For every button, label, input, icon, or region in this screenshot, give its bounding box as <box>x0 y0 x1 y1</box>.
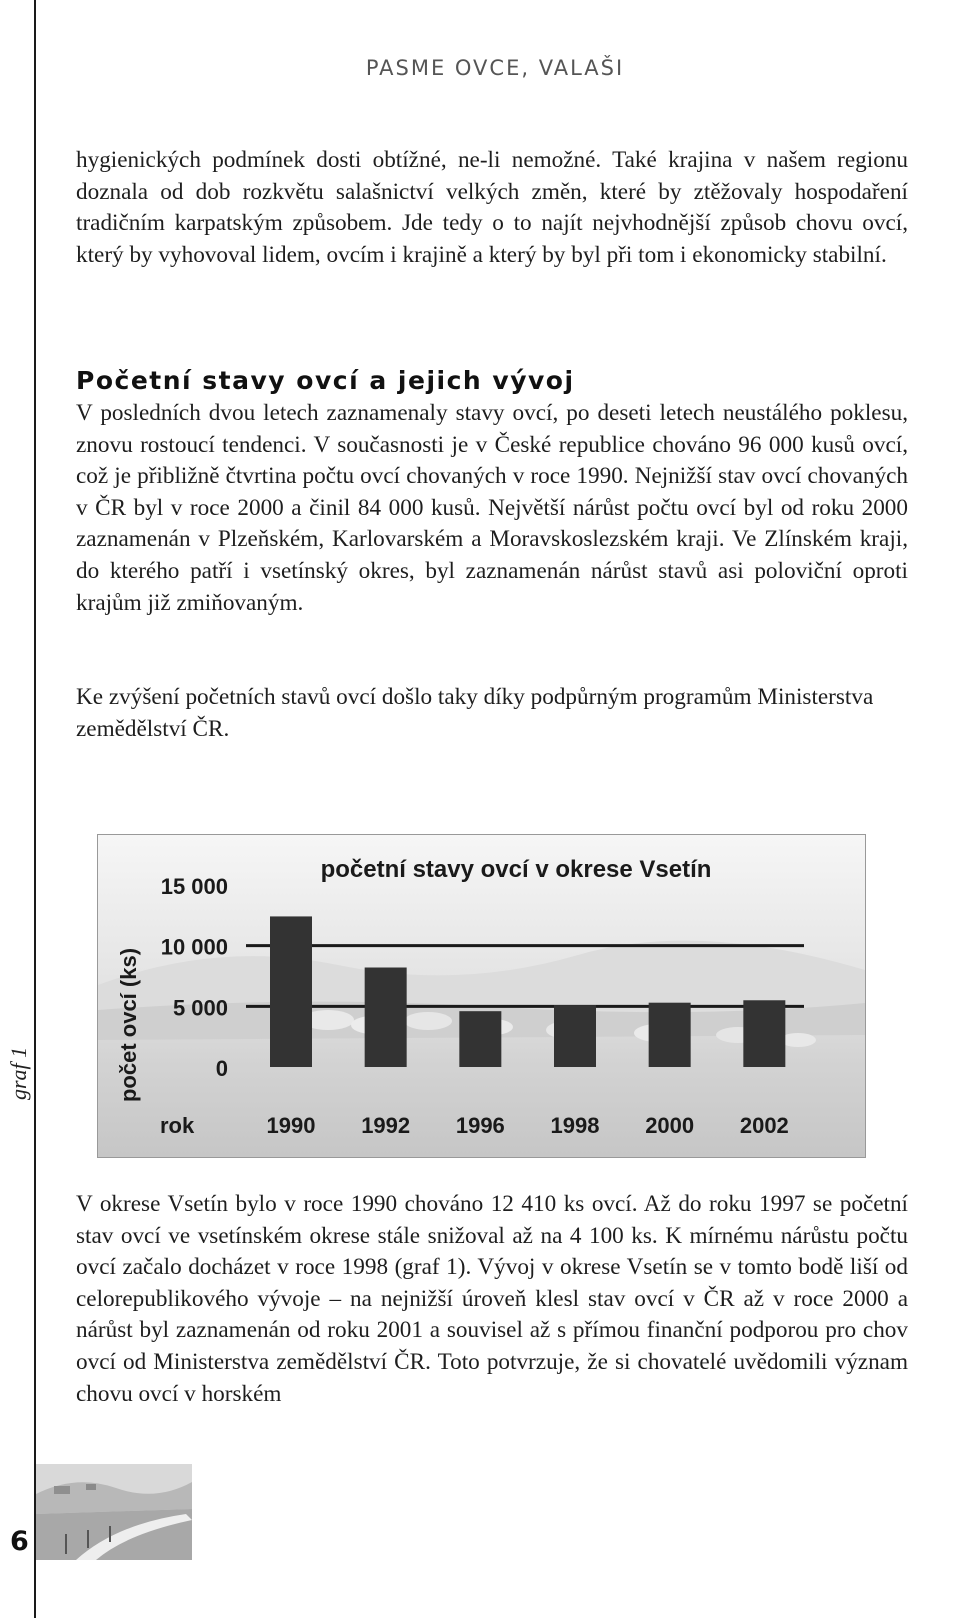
landscape-photo <box>36 1464 192 1560</box>
x-tick-label: 2002 <box>739 1113 789 1138</box>
section-paragraph-2: Ke zvýšení početních stavů ovcí došlo taky díky podpůrným programům Ministerstva zemědělství ČR. <box>76 684 874 742</box>
graph-label: graf 1 <box>6 1046 31 1100</box>
x-tick-label: 1992 <box>361 1113 411 1138</box>
x-tick-label: 1998 <box>550 1113 600 1138</box>
y-tick-label: 0 <box>215 1056 228 1081</box>
x-tick-label: 1990 <box>266 1113 316 1138</box>
chart-svg <box>98 835 865 1157</box>
y-tick-label: 10 000 <box>160 934 228 960</box>
bar-2000 <box>649 1003 691 1067</box>
bar-1990 <box>270 916 312 1067</box>
x-axis-label: rok <box>160 1113 195 1138</box>
bar-1998 <box>554 1005 596 1067</box>
left-margin-rule <box>34 0 36 1618</box>
chart-title: početní stavy ovcí v okrese Vsetín <box>320 856 712 883</box>
bottom-paragraph: V okrese Vsetín bylo v roce 1990 chováno 12 410 ks ovcí. Až do roku 1997 se početní stav ovcí ve vsetínském okrese stále snižoval až na 4 100 ks. K mírnému nárůstu počtu ovcí začalo docházet v roce 1998 (graf 1). Vývoj v okrese Vsetín se v tomto bodě liší od celorepublikového vývoje – na nejnižší úroveň klesl stav ovcí v ČR až v roce 2000 a nárůst byl zaznamenán od roku 2001 a souvisel až s přímou finanční podporou pro chov ovcí od Ministerstva zemědělství ČR. Toto potvrzuje, že si chovatelé uvědomili význam chovu ovcí v horském <box>76 1191 908 1407</box>
page-number: 6 <box>10 1526 29 1557</box>
x-tick-label: 1996 <box>455 1113 505 1138</box>
section-heading: Početní stavy ovcí a jejich vývoj <box>76 366 575 395</box>
bar-1992 <box>365 968 407 1067</box>
y-axis-label: počet ovcí (ks) <box>116 947 141 1103</box>
section-paragraph-1: V posledních dvou letech zaznamenaly stavy ovcí, po deseti letech neustálého poklesu, znovu rostoucí tendenci. V současnosti je v České republice chováno 96 000 kusů ovcí, což je přibližně čtvrtina počtu ovcí chovaných v roce 1990. Nejnižší stav ovcí chovaných v ČR byl v roce 2000 a činil 84 000 kusů. Největší nárůst počtu ovcí byl od roku 2000 zaznamenán v Plzeňském, Karlovarském a Moravskoslezském kraji. Ve Zlínském kraji, do kterého patří i vsetínský okres, byl zaznamenán nárůst stavů asi poloviční oproti krajům již zmiňovaným. <box>76 400 908 616</box>
y-tick-label: 15 000 <box>160 874 228 899</box>
intro-paragraph: hygienických podmínek dosti obtížné, ne-li nemožné. Také krajina v našem regionu doznala od dob rozkvětu salašnictví velkých změn, které by ztěžovaly hospodaření tradičním karpatským způsobem. Jde tedy o to najít nejvhodnější způsob chovu ovcí, který by vyhovoval lidem, ovcím i krajině a který by byl při tom i ekonomicky stabilní. <box>76 147 908 268</box>
x-tick-label: 2000 <box>645 1113 695 1138</box>
running-head: PASME OVCE, VALAŠI <box>365 56 625 80</box>
bar-1996 <box>459 1011 501 1067</box>
y-tick-label: 5 000 <box>172 995 228 1021</box>
bar-2002 <box>743 1000 785 1067</box>
sheep-count-chart <box>97 834 866 1158</box>
